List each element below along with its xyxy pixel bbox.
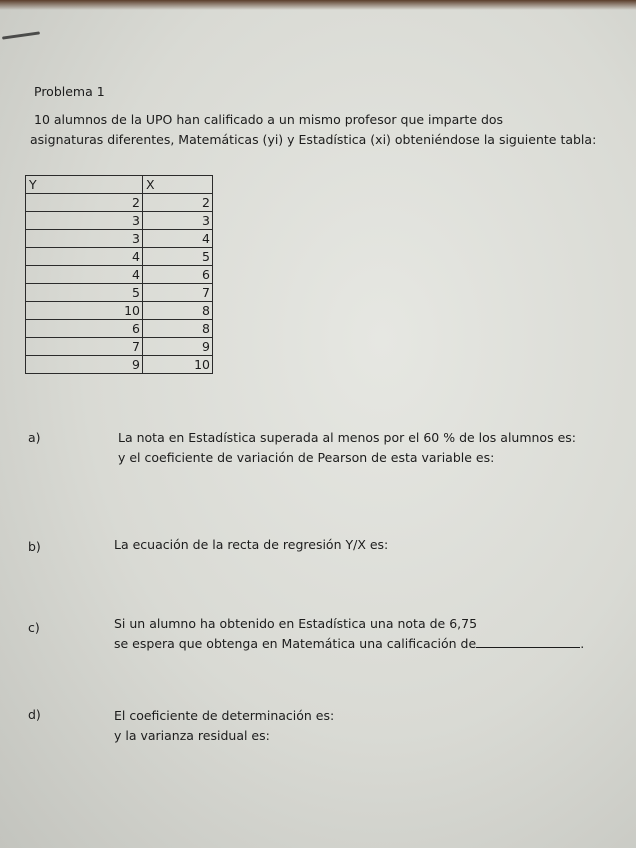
problem-statement <box>30 110 614 150</box>
cell-y: 10 <box>26 302 143 320</box>
question-b-letter: b) <box>28 539 41 554</box>
table-row <box>26 266 213 284</box>
table-row <box>26 284 213 302</box>
cell-x: 7 <box>143 284 213 302</box>
question-d-line-2: y la varianza residual es: <box>114 728 270 743</box>
question-a <box>118 428 618 468</box>
table-row <box>26 302 213 320</box>
cell-x: 5 <box>143 248 213 266</box>
cell-x: 3 <box>143 212 213 230</box>
question-c-line-1: Si un alumno ha obtenido en Estadística una nota de 6,75 <box>114 616 478 631</box>
table-row <box>26 320 213 338</box>
cell-y: 6 <box>26 320 143 338</box>
cell-y: 4 <box>26 266 143 284</box>
page-edge-shadow <box>0 0 636 10</box>
column-header-y: Y <box>26 176 143 194</box>
cell-x: 6 <box>143 266 213 284</box>
cell-y: 5 <box>26 284 143 302</box>
table-row <box>26 230 213 248</box>
question-c-line-2 <box>114 634 614 654</box>
question-d <box>114 706 614 746</box>
cell-x: 8 <box>143 320 213 338</box>
table-header-row <box>26 176 213 194</box>
question-a-line-1: La nota en Estadística superada al menos por el 60 % de los alumnos es: <box>118 430 576 445</box>
statement-line-1: 10 alumnos de la UPO han calificado a un mismo profesor que imparte dos <box>34 112 504 127</box>
question-c-line-2-text: se espera que obtenga en Matemática una calificación de <box>114 636 477 651</box>
cell-y: 3 <box>26 212 143 230</box>
cell-x: 10 <box>143 356 213 374</box>
question-d-letter: d) <box>28 707 41 722</box>
question-c <box>114 614 614 654</box>
cell-y: 7 <box>26 338 143 356</box>
question-a-letter: a) <box>28 430 41 445</box>
pen-mark <box>2 31 40 39</box>
cell-y: 4 <box>26 248 143 266</box>
data-table <box>25 175 213 374</box>
question-c-letter: c) <box>28 620 40 635</box>
table-row <box>26 356 213 374</box>
problem-title: Problema 1 <box>34 84 105 99</box>
cell-x: 8 <box>143 302 213 320</box>
table-row <box>26 212 213 230</box>
cell-x: 2 <box>143 194 213 212</box>
table-row <box>26 248 213 266</box>
cell-y: 3 <box>26 230 143 248</box>
cell-x: 4 <box>143 230 213 248</box>
question-a-line-2: y el coeficiente de variación de Pearson de esta variable es: <box>118 450 495 465</box>
question-b <box>114 535 614 555</box>
cell-x: 9 <box>143 338 213 356</box>
question-b-line-1: La ecuación de la recta de regresión Y/X es: <box>114 537 389 552</box>
statement-line-2: asignaturas diferentes, Matemáticas (yi) y Estadística (xi) obteniéndose la siguiente tabla: <box>30 132 597 147</box>
cell-y: 9 <box>26 356 143 374</box>
cell-y: 2 <box>26 194 143 212</box>
answer-blank <box>476 635 580 648</box>
question-c-end: . <box>580 636 585 651</box>
table-row <box>26 194 213 212</box>
column-header-x: X <box>143 176 213 194</box>
table-row <box>26 338 213 356</box>
question-d-line-1: El coeficiente de determinación es: <box>114 708 335 723</box>
